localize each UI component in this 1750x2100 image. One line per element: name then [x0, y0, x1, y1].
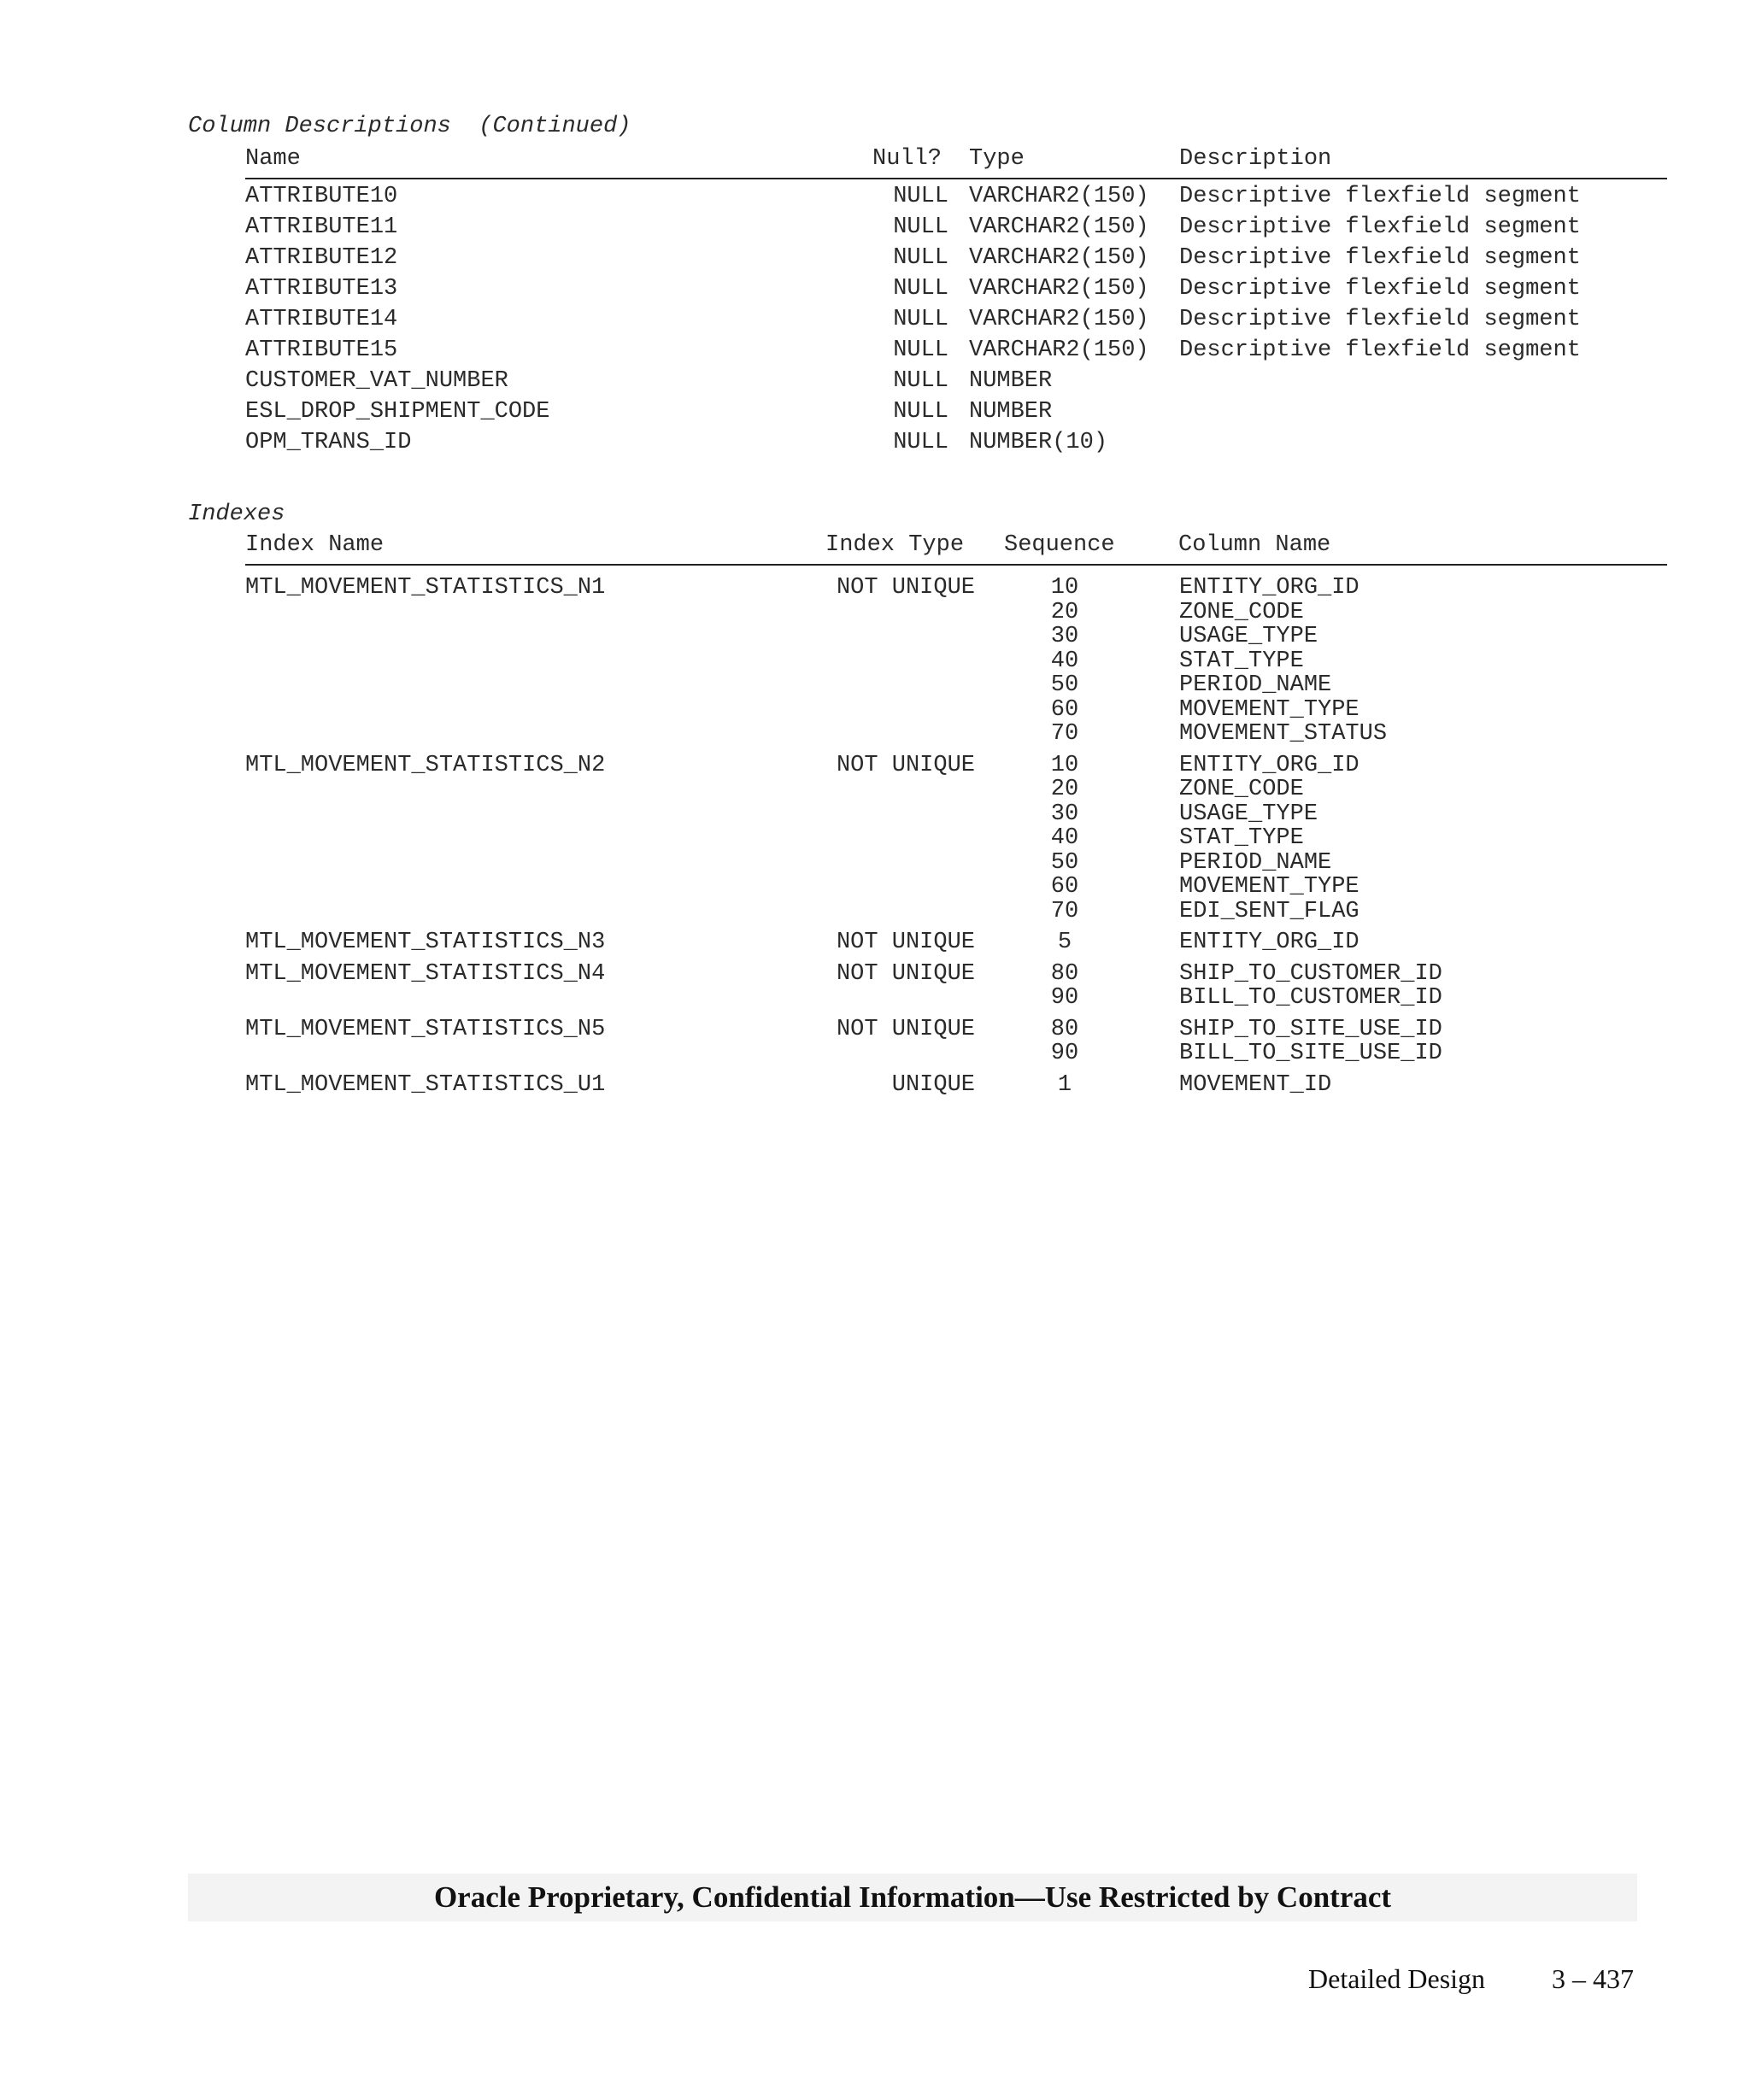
type-cell: VARCHAR2(150)	[969, 276, 1149, 302]
null-cell: NULL	[893, 214, 948, 240]
index-type-cell: NOT UNIQUE	[836, 960, 975, 987]
null-cell: NULL	[893, 430, 948, 455]
table-row	[245, 243, 1667, 273]
sequence-cell: 40	[1050, 648, 1079, 674]
sequence-cell: 20	[1050, 777, 1079, 802]
index-column-cell: ZONE_CODE	[1179, 599, 1304, 625]
type-cell: VARCHAR2(150)	[969, 245, 1149, 271]
index-column-cell: MOVEMENT_STATUS	[1179, 721, 1388, 747]
header-index-name: Index Name	[245, 532, 385, 558]
column-name-cell: ATTRIBUTE15	[245, 337, 398, 363]
index-name-cell: MTL_MOVEMENT_STATISTICS_N5	[245, 1016, 606, 1042]
header-null: Null?	[872, 146, 943, 172]
sequence-cell: 90	[1050, 985, 1079, 1011]
header-name: Name	[245, 146, 301, 172]
index-name-cell: MTL_MOVEMENT_STATISTICS_N1	[245, 575, 606, 601]
sequence-cell: 1	[1057, 1071, 1072, 1098]
sequence-cell: 10	[1050, 575, 1079, 601]
index-column-cell: ENTITY_ORG_ID	[1179, 752, 1359, 778]
index-column-cell: STAT_TYPE	[1179, 648, 1304, 674]
table-row	[245, 427, 1667, 458]
index-column-cell: SHIP_TO_CUSTOMER_ID	[1179, 960, 1442, 987]
description-cell: Descriptive flexfield segment	[1179, 214, 1581, 240]
null-cell: NULL	[893, 399, 948, 425]
type-cell: NUMBER	[969, 368, 1053, 394]
sequence-cell: 80	[1050, 1016, 1079, 1042]
footer-page-number: 3 – 437	[1552, 1963, 1634, 1994]
indexes-table-header	[245, 530, 1667, 566]
index-column-cell: MOVEMENT_TYPE	[1179, 696, 1359, 723]
sequence-cell: 90	[1050, 1041, 1079, 1066]
index-column-cell: USAGE_TYPE	[1179, 801, 1318, 827]
footer-section-name: Detailed Design	[1308, 1963, 1486, 1994]
index-name-cell: MTL_MOVEMENT_STATISTICS_U1	[245, 1071, 606, 1098]
column-name-cell: CUSTOMER_VAT_NUMBER	[245, 368, 508, 394]
index-type-cell: UNIQUE	[891, 1071, 975, 1098]
null-cell: NULL	[893, 368, 948, 394]
type-cell: VARCHAR2(150)	[969, 337, 1149, 363]
columns-table-header	[245, 144, 1667, 179]
column-name-cell: ATTRIBUTE13	[245, 276, 398, 302]
type-cell: VARCHAR2(150)	[969, 184, 1149, 209]
null-cell: NULL	[893, 184, 948, 209]
sequence-cell: 60	[1050, 696, 1079, 723]
index-type-cell: NOT UNIQUE	[836, 930, 975, 955]
table-row	[245, 181, 1667, 212]
sequence-cell: 20	[1050, 599, 1079, 625]
sequence-cell: 5	[1057, 930, 1072, 955]
table-row	[245, 304, 1667, 335]
index-type-cell: NOT UNIQUE	[836, 752, 975, 778]
index-column-cell: ZONE_CODE	[1179, 777, 1304, 802]
null-cell: NULL	[893, 276, 948, 302]
description-cell: Descriptive flexfield segment	[1179, 245, 1581, 271]
header-description: Description	[1179, 146, 1332, 172]
sequence-cell: 70	[1050, 898, 1079, 924]
index-name-cell: MTL_MOVEMENT_STATISTICS_N4	[245, 960, 606, 987]
type-cell: VARCHAR2(150)	[969, 307, 1149, 332]
column-name-cell: OPM_TRANS_ID	[245, 430, 412, 455]
header-sequence: Sequence	[1004, 532, 1115, 558]
index-column-cell: SHIP_TO_SITE_USE_ID	[1179, 1016, 1442, 1042]
index-column-cell: MOVEMENT_TYPE	[1179, 874, 1359, 900]
column-name-cell: ESL_DROP_SHIPMENT_CODE	[245, 399, 550, 425]
index-type-cell: NOT UNIQUE	[836, 575, 975, 601]
null-cell: NULL	[893, 245, 948, 271]
index-column-cell: ENTITY_ORG_ID	[1179, 930, 1359, 955]
sequence-cell: 10	[1050, 752, 1079, 778]
index-column-cell: STAT_TYPE	[1179, 825, 1304, 851]
sequence-cell: 30	[1050, 624, 1079, 649]
type-cell: NUMBER	[969, 399, 1053, 425]
table-row	[245, 273, 1667, 304]
null-cell: NULL	[893, 307, 948, 332]
confidential-banner: Oracle Proprietary, Confidential Information––Use Restricted by Contract	[188, 1874, 1637, 1921]
index-column-cell: PERIOD_NAME	[1179, 849, 1332, 876]
index-column-cell: BILL_TO_SITE_USE_ID	[1179, 1041, 1442, 1066]
index-column-cell: EDI_SENT_FLAG	[1179, 898, 1359, 924]
index-name-cell: MTL_MOVEMENT_STATISTICS_N3	[245, 930, 606, 955]
type-cell: NUMBER(10)	[969, 430, 1108, 455]
description-cell: Descriptive flexfield segment	[1179, 307, 1581, 332]
index-column-cell: PERIOD_NAME	[1179, 672, 1332, 698]
index-column-cell: MOVEMENT_ID	[1179, 1071, 1332, 1098]
sequence-cell: 60	[1050, 874, 1079, 900]
null-cell: NULL	[893, 337, 948, 363]
sequence-cell: 50	[1050, 849, 1079, 876]
index-column-cell: USAGE_TYPE	[1179, 624, 1318, 649]
table-row	[245, 366, 1667, 396]
type-cell: VARCHAR2(150)	[969, 214, 1149, 240]
header-column-name: Column Name	[1178, 532, 1331, 558]
header-type: Type	[969, 146, 1025, 172]
table-row	[245, 212, 1667, 243]
sequence-cell: 70	[1050, 721, 1079, 747]
table-row	[245, 396, 1667, 427]
sequence-cell: 40	[1050, 825, 1079, 851]
sequence-cell: 50	[1050, 672, 1079, 698]
table-row	[245, 335, 1667, 366]
column-name-cell: ATTRIBUTE12	[245, 245, 398, 271]
header-index-type: Index Type	[825, 532, 965, 558]
description-cell: Descriptive flexfield segment	[1179, 276, 1581, 302]
description-cell: Descriptive flexfield segment	[1179, 184, 1581, 209]
indexes-section-title: Indexes	[188, 502, 285, 527]
index-name-cell: MTL_MOVEMENT_STATISTICS_N2	[245, 752, 606, 778]
index-column-cell: ENTITY_ORG_ID	[1179, 575, 1359, 601]
sequence-cell: 80	[1050, 960, 1079, 987]
column-name-cell: ATTRIBUTE11	[245, 214, 398, 240]
index-type-cell: NOT UNIQUE	[836, 1016, 975, 1042]
description-cell: Descriptive flexfield segment	[1179, 337, 1581, 363]
sequence-cell: 30	[1050, 801, 1079, 827]
column-name-cell: ATTRIBUTE10	[245, 184, 398, 209]
column-name-cell: ATTRIBUTE14	[245, 307, 398, 332]
index-column-cell: BILL_TO_CUSTOMER_ID	[1179, 985, 1442, 1011]
columns-section-title: Column Descriptions (Continued)	[188, 114, 631, 139]
